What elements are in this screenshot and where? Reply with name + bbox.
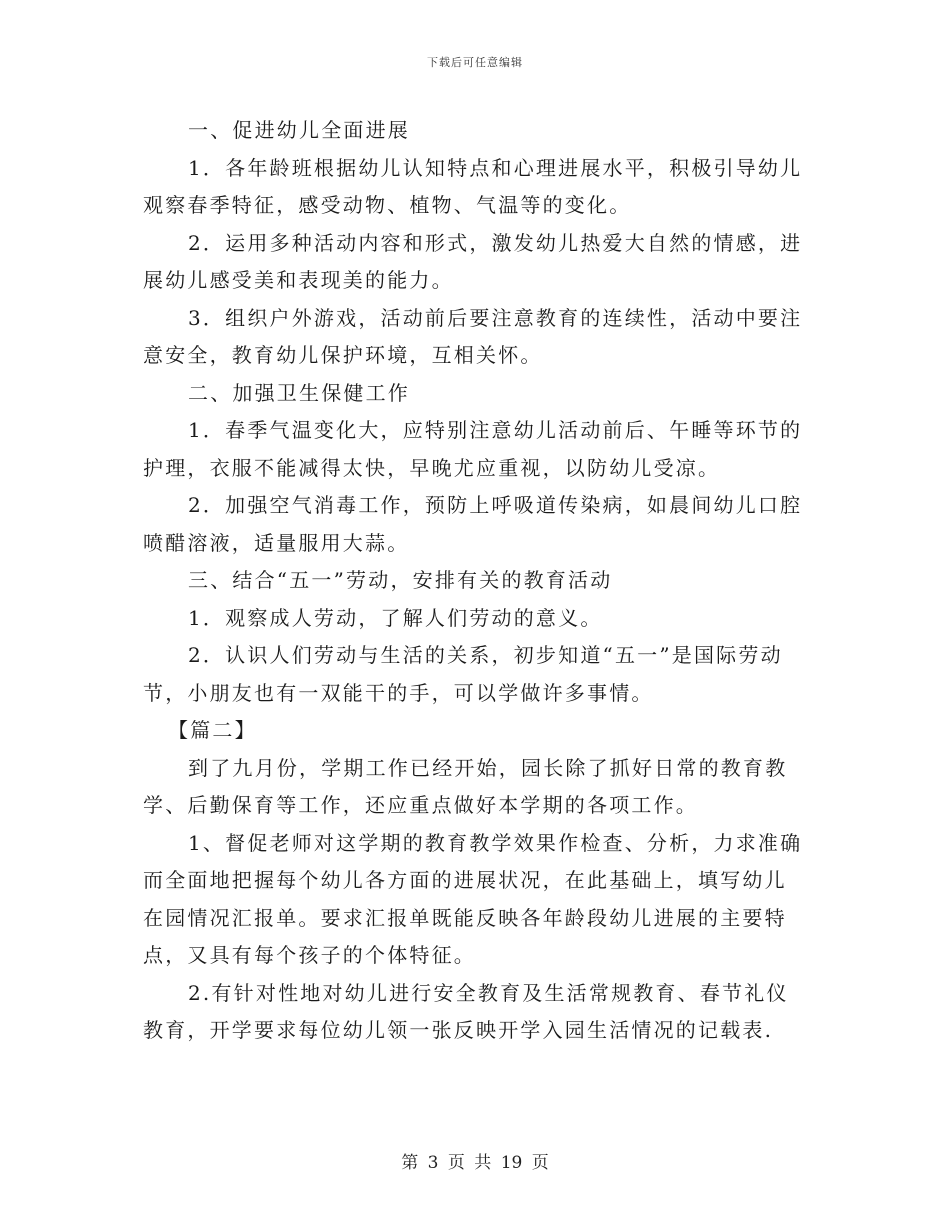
part-heading: 【篇二】 [168,718,257,742]
paragraph: 到了九月份，学期工作已经开始，园长除了抓好日常的教育教学、后勤保育等工作，还应重点做好本学期的各项工作。 [143,755,788,817]
section-heading-3: 三、结合“五一”劳动，安排有关的教育活动 [188,568,613,592]
paragraph: 2.有针对性地对幼儿进行安全教育及生活常规教育、春节礼仪教育，开学要求每位幼儿领一张反映开学入园生活情况的记载表. [143,980,789,1042]
paragraph: 1．各年龄班根据幼儿认知特点和心理进展水平，积极引导幼儿观察春季特征，感受动物、植物、气温等的变化。 [143,155,803,217]
section-heading-2: 二、加强卫生保健工作 [188,380,410,405]
paragraph: 2．加强空气消毒工作，预防上呼吸道传染病，如晨间幼儿口腔喷醋溶液，适量服用大蒜。 [143,493,803,555]
paragraph: 3．组织户外游戏，活动前后要注意教育的连续性，活动中要注意安全，教育幼儿保护环境，互相关怀。 [143,305,803,367]
document-body [143,112,805,1050]
paragraph: 1、督促老师对这学期的教育教学效果作检查、分析，力求准确而全面地把握每个幼儿各方面的进展状况，在此基础上，填写幼儿在园情况汇报单。要求汇报单既能反映各年龄段幼儿进展的主要特点，又具有每个孩子的个体特征。 [143,830,803,967]
page-number: 第 3 页 共 19 页 [401,1153,549,1173]
section-heading-1: 一、促进幼儿全面进展 [188,118,410,142]
paragraph: 1．观察成人劳动，了解人们劳动的意义。 [188,605,603,630]
header-note: 下载后可任意编辑 [427,56,523,69]
paragraph: 2．认识人们劳动与生活的关系，初步知道“五一”是国际劳动节，小朋友也有一双能干的手，可以学做许多事情。 [143,643,783,705]
paragraph: 2．运用多种活动内容和形式，激发幼儿热爱大自然的情感，进展幼儿感受美和表现美的能力。 [143,230,803,292]
paragraph: 1．春季气温变化大，应特别注意幼儿活动前后、午睡等环节的护理，衣服不能减得太快，早晚尤应重视，以防幼儿受凉。 [143,418,803,480]
